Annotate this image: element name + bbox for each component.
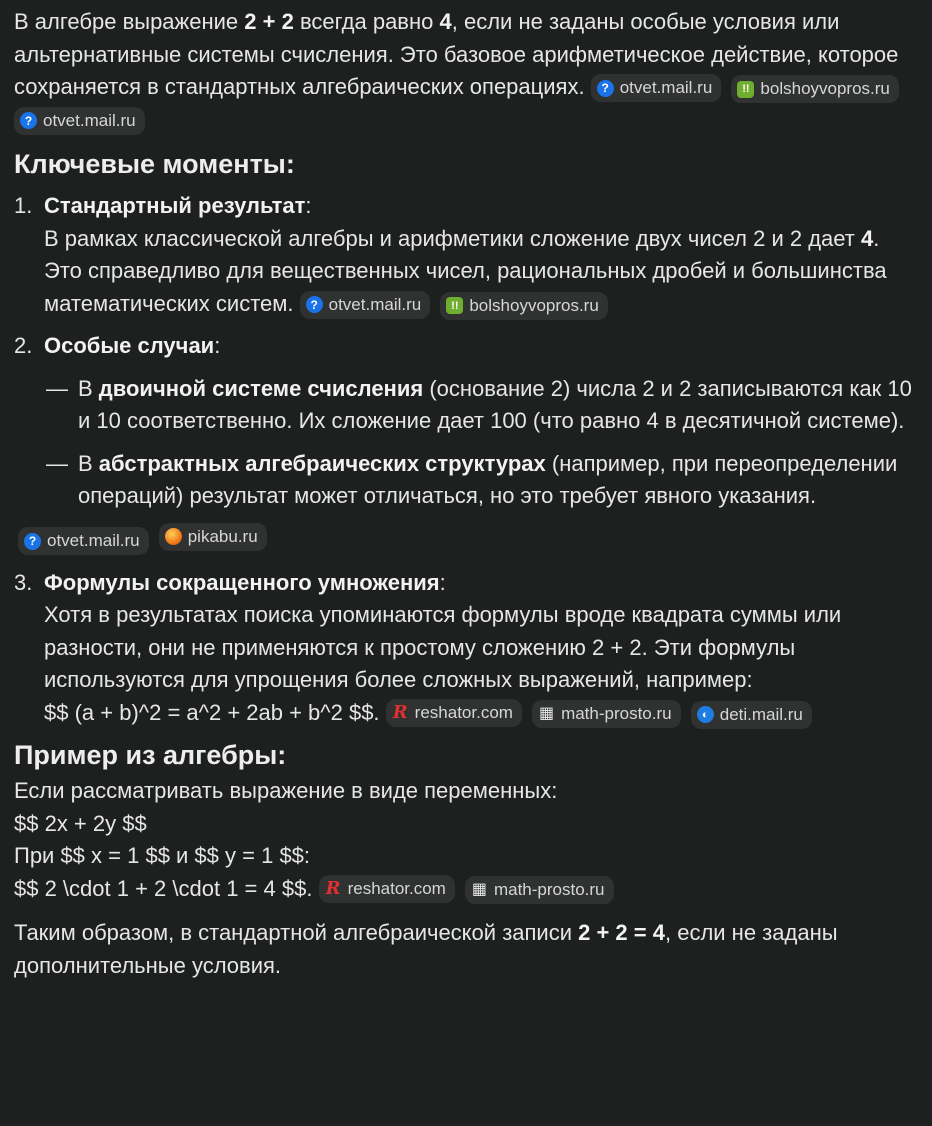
text: Таким образом, в стандартной алгебраической записи [14, 920, 579, 945]
intro-bold-expression: 2 + 2 [244, 9, 294, 34]
grid-icon: ▦ [471, 880, 488, 898]
source-chip-reshator[interactable] [386, 699, 522, 727]
item-title: Формулы сокращенного умножения [44, 569, 440, 595]
source-label: reshator.com [347, 878, 446, 898]
bold-text: абстрактных алгебраических структурах [98, 450, 546, 476]
example-line [14, 873, 918, 906]
conclusion-paragraph [14, 917, 918, 982]
text: . Это справедливо для вещественных чисел, рациональных дробей и большинства математических систем. [44, 225, 887, 316]
source-label: otvet.mail.ru [47, 531, 140, 550]
bold-text: двоичной системе счисления [98, 375, 424, 401]
source-label: deti.mail.ru [719, 704, 803, 724]
source-chip-otvet[interactable] [18, 527, 149, 555]
pikabu-icon [165, 528, 182, 545]
item-text [44, 223, 918, 321]
source-chip-otvet[interactable] [300, 291, 431, 319]
dash-bullet: — [46, 375, 68, 401]
intro-text: В алгебре выражение [14, 9, 245, 34]
source-label: pikabu.ru [187, 526, 258, 546]
list-number: 2. [14, 333, 33, 358]
formula-line [44, 697, 918, 730]
sub-item [44, 373, 918, 438]
source-chip-pikabu[interactable] [159, 523, 267, 551]
key-points-list-continued [14, 567, 918, 730]
key-points-list [14, 190, 918, 513]
colon: : [439, 569, 446, 595]
source-chip-deti-mail[interactable] [691, 701, 812, 729]
source-label: bolshoyvopros.ru [469, 295, 599, 315]
text: В [78, 375, 99, 401]
source-label: otvet.mail.ru [619, 78, 713, 97]
intro-bold-result: 4 [439, 9, 452, 34]
reshator-icon: R [392, 701, 408, 723]
question-icon: ? [24, 533, 41, 550]
bold-text: 4 [860, 225, 874, 251]
colon: : [214, 333, 221, 358]
source-label: math-prosto.ru [493, 879, 605, 899]
item-title: Особые случаи [44, 333, 215, 358]
intro-text: , если не заданы особые условия или альтернативные системы счисления. Это базовое арифметическое действие, которое сохраняется в стандартных алгебраических операциях. [14, 9, 899, 99]
grid-icon: ▦ [539, 704, 555, 722]
source-label: otvet.mail.ru [328, 294, 422, 314]
intro-paragraph [14, 6, 918, 136]
source-label: math-prosto.ru [561, 703, 672, 723]
example-line: $$ 2x + 2y $$ [14, 810, 147, 836]
question-icon: ? [20, 112, 37, 129]
text: В [78, 450, 99, 476]
example-line: При $$ x = 1 $$ и $$ y = 1 $$: [14, 843, 311, 868]
source-label: reshator.com [414, 702, 513, 722]
source-chip-bolshoyvopros[interactable] [440, 292, 607, 320]
dash-bullet: — [46, 450, 68, 476]
heading-example: Пример из алгебры: [14, 740, 287, 770]
colon: : [305, 193, 312, 218]
example-line: Если рассматривать выражение в виде переменных: [14, 778, 558, 803]
list-item [14, 330, 918, 513]
sources-row [18, 523, 918, 557]
question-icon: ? [306, 296, 323, 313]
source-chip-otvet[interactable] [591, 74, 722, 102]
text: , если не заданы дополнительные условия. [14, 920, 838, 978]
item-text: Хотя в результатах поиска упоминаются формулы вроде квадрата суммы или разности, они не применяются к простому сложению 2 + 2. Эти формулы используются для упрощения более сложных выражений, например: [44, 602, 842, 692]
heading-key-points: Ключевые моменты: [14, 149, 295, 179]
intro-text: всегда равно [293, 9, 440, 34]
source-chip-otvet[interactable] [14, 107, 145, 135]
text: (например, при переопределении операций) результат может отличаться, но это требует явного указания. [78, 450, 898, 508]
formula: $$ (a + b)^2 = a^2 + 2ab + b^2 $$. [44, 699, 380, 725]
example-block [14, 775, 918, 905]
deti-mail-icon: ◐ [697, 706, 714, 723]
source-label: bolshoyvopros.ru [760, 79, 890, 98]
list-number: 3. [14, 569, 33, 595]
bold-text: 2 + 2 = 4 [578, 920, 665, 945]
source-chip-reshator[interactable] [319, 875, 455, 903]
source-chip-math-prosto[interactable] [465, 876, 614, 904]
list-item [14, 567, 918, 730]
source-chip-math-prosto[interactable] [532, 700, 681, 728]
list-number: 1. [14, 193, 33, 218]
source-chip-bolshoyvopros[interactable] [731, 75, 898, 103]
bolshoyvopros-icon: !! [446, 297, 463, 314]
text: В рамках классической алгебры и арифметики сложение двух чисел 2 и 2 дает [44, 225, 861, 251]
item-title: Стандартный результат [44, 193, 306, 218]
reshator-icon: R [325, 877, 341, 899]
text: (основание 2) числа 2 и 2 записываются как 10 и 10 соответственно. Их сложение дает 100 (что равно 4 в десятичной системе). [78, 375, 912, 433]
sub-item [44, 448, 918, 513]
list-item [14, 190, 918, 320]
formula: $$ 2 \cdot 1 + 2 \cdot 1 = 4 $$. [14, 875, 313, 901]
question-icon: ? [597, 80, 614, 97]
source-label: otvet.mail.ru [43, 110, 136, 130]
bolshoyvopros-icon: !! [737, 81, 754, 98]
